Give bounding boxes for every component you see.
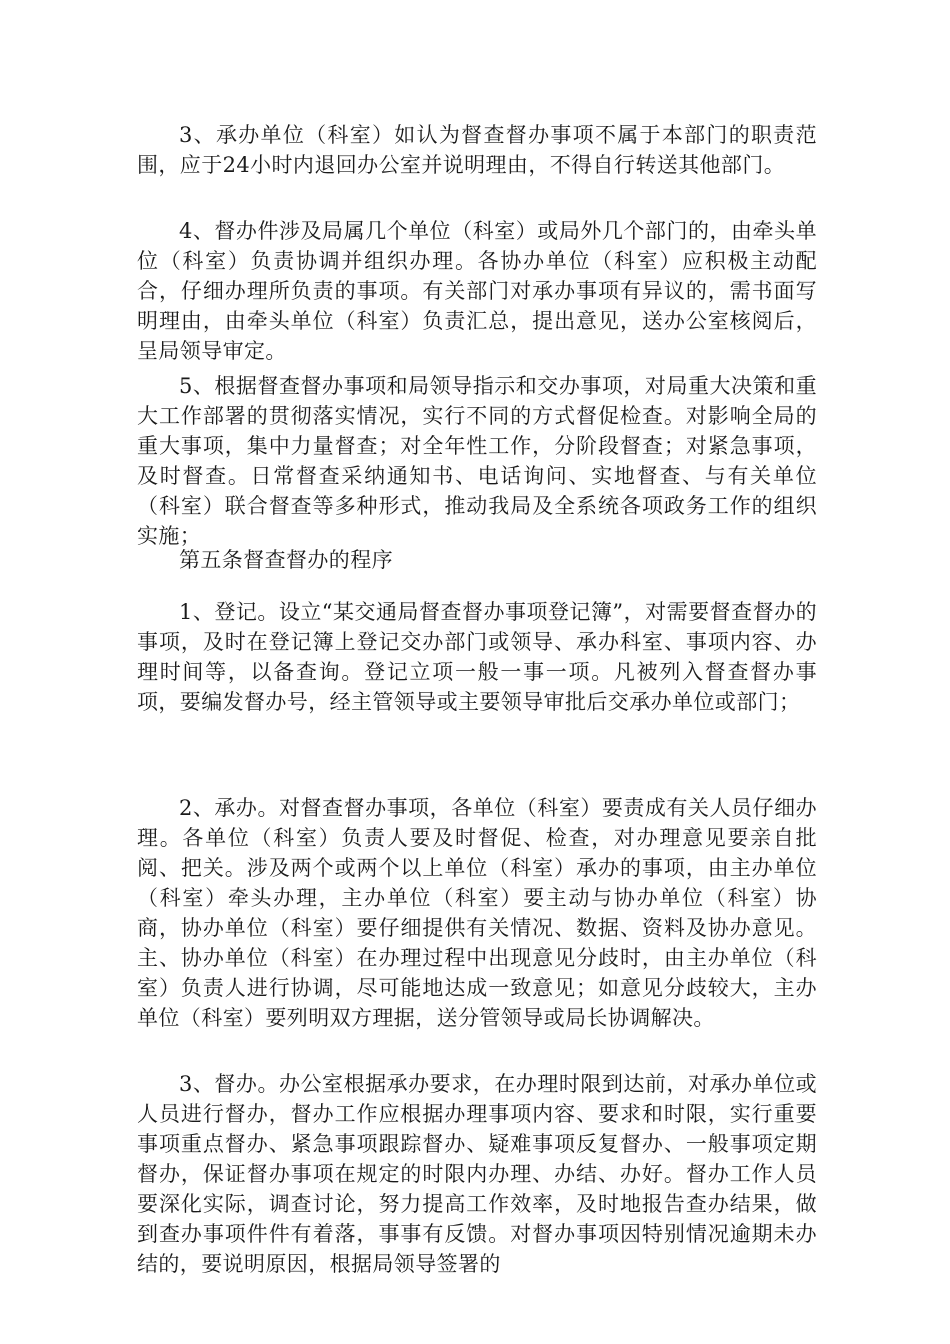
paragraph-step-3-supervision: 3、督办。办公室根据承办要求，在办理时限到达前，对承办单位或人员进行督办，督办工作应根据办理事项内容、要求和时限，实行重要事项重点督办、紧急事项跟踪督办、疑难事项反复督办、一般事项定期督办，保证督办事项在规定的时限内办理、办结、办好。督办工作人员要深化实际，调查讨论，努力提高工作效率，及时地报告查办结果，做到查办事项件件有着落，事事有反馈。对督办事项因特别情况逾期未办结的，要说明原因，根据局领导签署的 (137, 1072, 817, 1276)
paragraph-step-2-handling: 2、承办。对督查督办事项，各单位（科室）要责成有关人员仔细办理。各单位（科室）负责人要及时督促、检查，对办理意见要亲自批阅、把关。涉及两个或两个以上单位（科室）承办的事项，由主办单位（科室）牵头办理，主办单位（科室）要主动与协办单位（科室）协商，协办单位（科室）要仔细提供有关情况、数据、资料及协办意见。主、协办单位（科室）在办理过程中出现意见分歧时，由主办单位（科室）负责人进行协调，尽可能地达成一致意见；如意见分歧较大，主办单位（科室）要列明双方理据，送分管领导或局长协调解决。 (137, 796, 817, 1030)
section-heading-article-5: 第五条督查督办的程序 (179, 548, 393, 572)
paragraph-item-5-supervision-methods: 5、根据督查督办事项和局领导指示和交办事项，对局重大决策和重大工作部署的贯彻落实情况，实行不同的方式督促检查。对影响全局的重大事项，集中力量督查；对全年性工作，分阶段督查；对紧急事项，及时督查。日常督查采纳通知书、电话询问、实地督查、与有关单位（科室）联合督查等多种形式，推动我局及全系统各项政务工作的组织实施； (137, 374, 817, 548)
paragraph-step-1-registration: 1、登记。设立“某交通局督查督办事项登记簿”，对需要督查督办的事项，及时在登记簿上登记交办部门或领导、承办科室、事项内容、办理时间等，以备查询。登记立项一般一事一项。凡被列入督查督办事项，要编发督办号，经主管领导或主要领导审批后交承办单位或部门； (137, 600, 817, 714)
paragraph-item-4-coordination: 4、督办件涉及局属几个单位（科室）或局外几个部门的，由牵头单位（科室）负责协调并组织办理。各协办单位（科室）应积极主动配合，仔细办理所负责的事项。有关部门对承办事项有异议的，需书面写明理由，由牵头单位（科室）负责汇总，提出意见，送办公室核阅后，呈局领导审定。 (137, 219, 817, 363)
paragraph-item-3-referral: 3、承办单位（科室）如认为督查督办事项不属于本部门的职责范围，应于24小时内退回办公室并说明理由，不得自行转送其他部门。 (137, 123, 817, 177)
